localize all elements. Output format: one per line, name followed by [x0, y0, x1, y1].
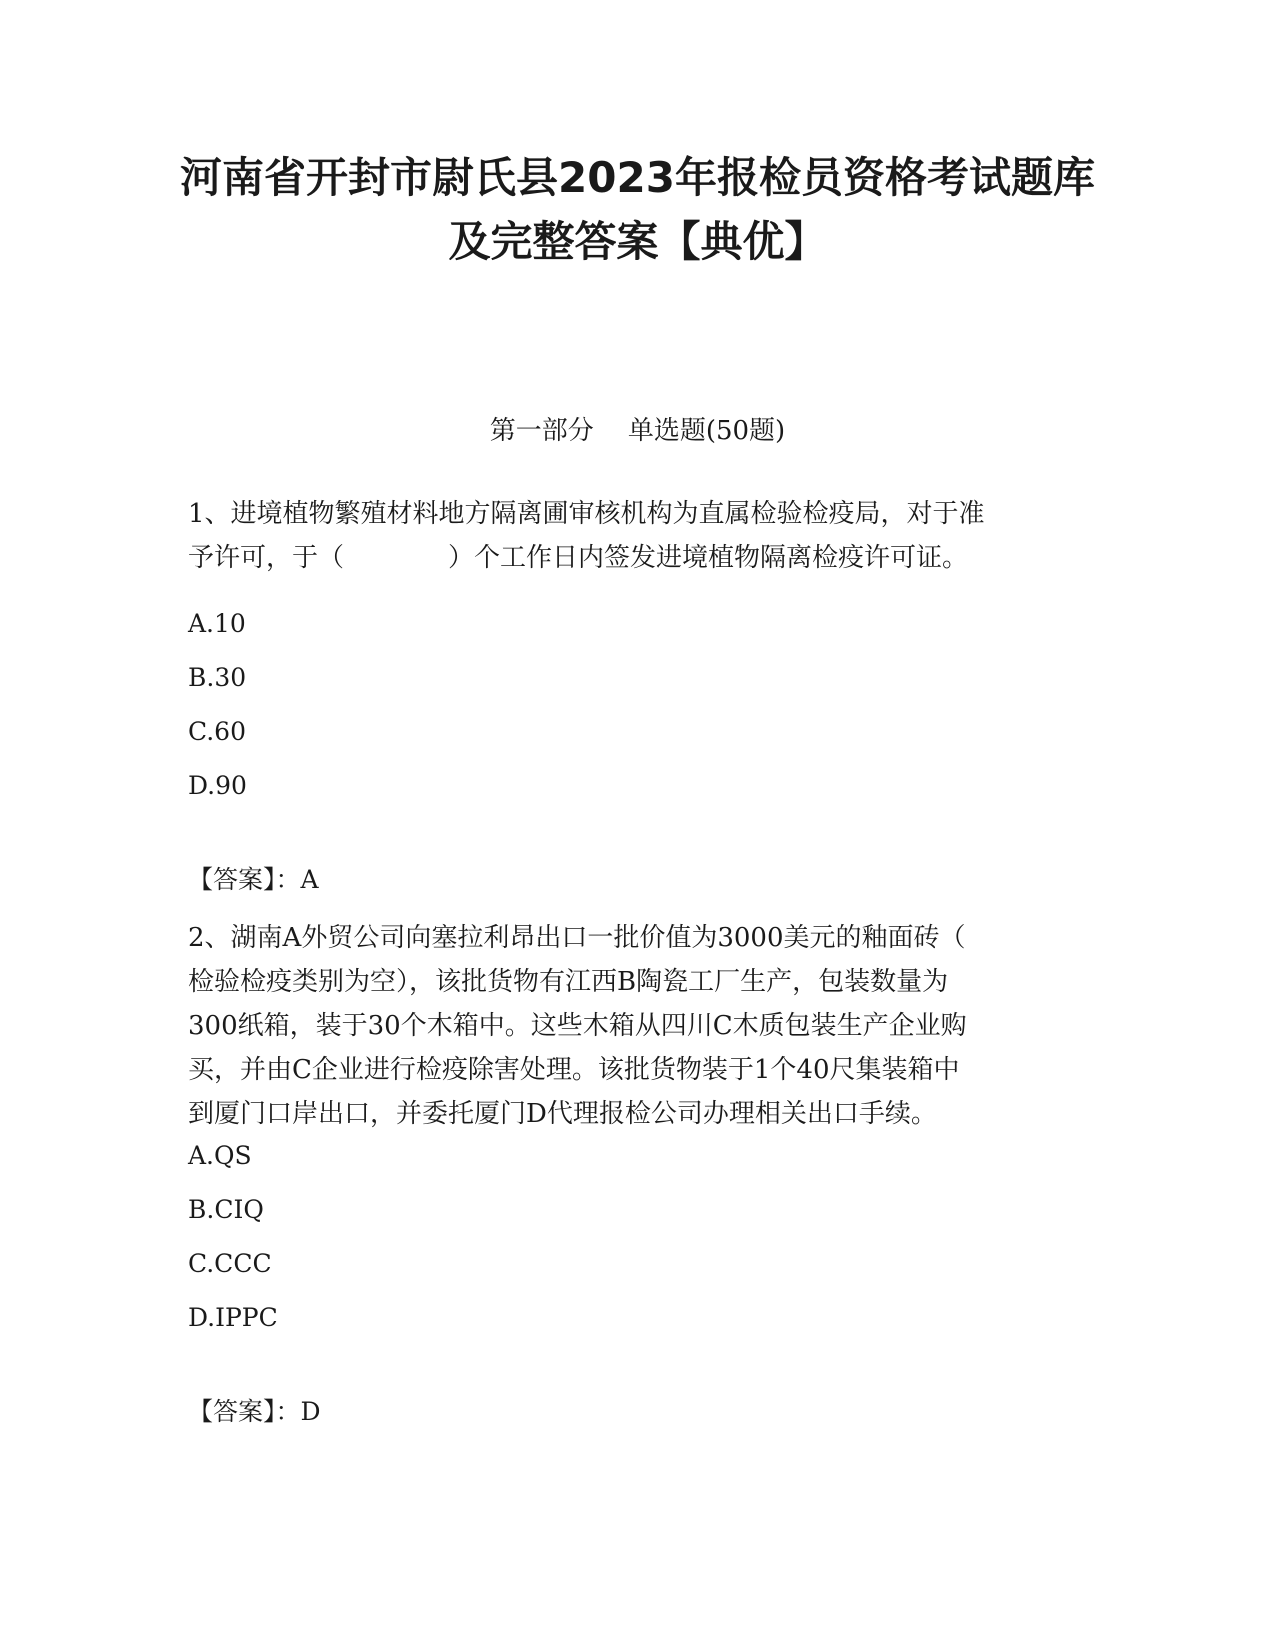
- question-2-line-2: 检验检疫类别为空），该批货物有江西B陶瓷工厂生产，包装数量为: [188, 967, 949, 997]
- section-heading: [0, 414, 1275, 448]
- question-2-answer: 【答案】：D: [188, 1397, 321, 1426]
- document-title: [140, 146, 1135, 274]
- question-1-option-c: C.60: [188, 717, 246, 746]
- question-2-option-c: C.CCC: [188, 1249, 272, 1278]
- question-1-line-1: 1、进境植物繁殖材料地方隔离圃审核机构为直属检验检疫局，对于准: [188, 499, 985, 529]
- question-2-stem: [188, 916, 1088, 1136]
- section-name: 单选题(50题): [627, 416, 786, 446]
- section-part: 第一部分: [489, 416, 594, 446]
- question-2-option-d: D.IPPC: [188, 1303, 278, 1332]
- question-1-answer: 【答案】：A: [188, 865, 319, 894]
- question-1-option-b: B.30: [188, 663, 247, 692]
- question-1-option-a: A.10: [188, 609, 246, 638]
- title-line-1: 河南省开封市尉氏县2023年报检员资格考试题库: [180, 153, 1095, 202]
- question-1-line-2: 予许可，于（ ）个工作日内签发进境植物隔离检疫许可证。: [188, 543, 969, 573]
- question-2-option-a: A.QS: [188, 1141, 252, 1170]
- question-2-line-1: 2、湖南A外贸公司向塞拉利昂出口一批价值为3000美元的釉面砖（: [188, 923, 966, 953]
- question-1-option-d: D.90: [188, 771, 247, 800]
- question-1-stem: [188, 492, 1088, 580]
- question-2-line-5: 到厦门口岸出口，并委托厦门D代理报检公司办理相关出口手续。: [188, 1099, 937, 1129]
- question-2-line-4: 买，并由C企业进行检疫除害处理。该批货物装于1个40尺集装箱中: [188, 1055, 960, 1085]
- question-2-line-3: 300纸箱，装于30个木箱中。这些木箱从四川C木质包装生产企业购: [188, 1011, 967, 1041]
- title-line-2: 及完整答案【典优】: [448, 217, 827, 266]
- question-2-option-b: B.CIQ: [188, 1195, 264, 1224]
